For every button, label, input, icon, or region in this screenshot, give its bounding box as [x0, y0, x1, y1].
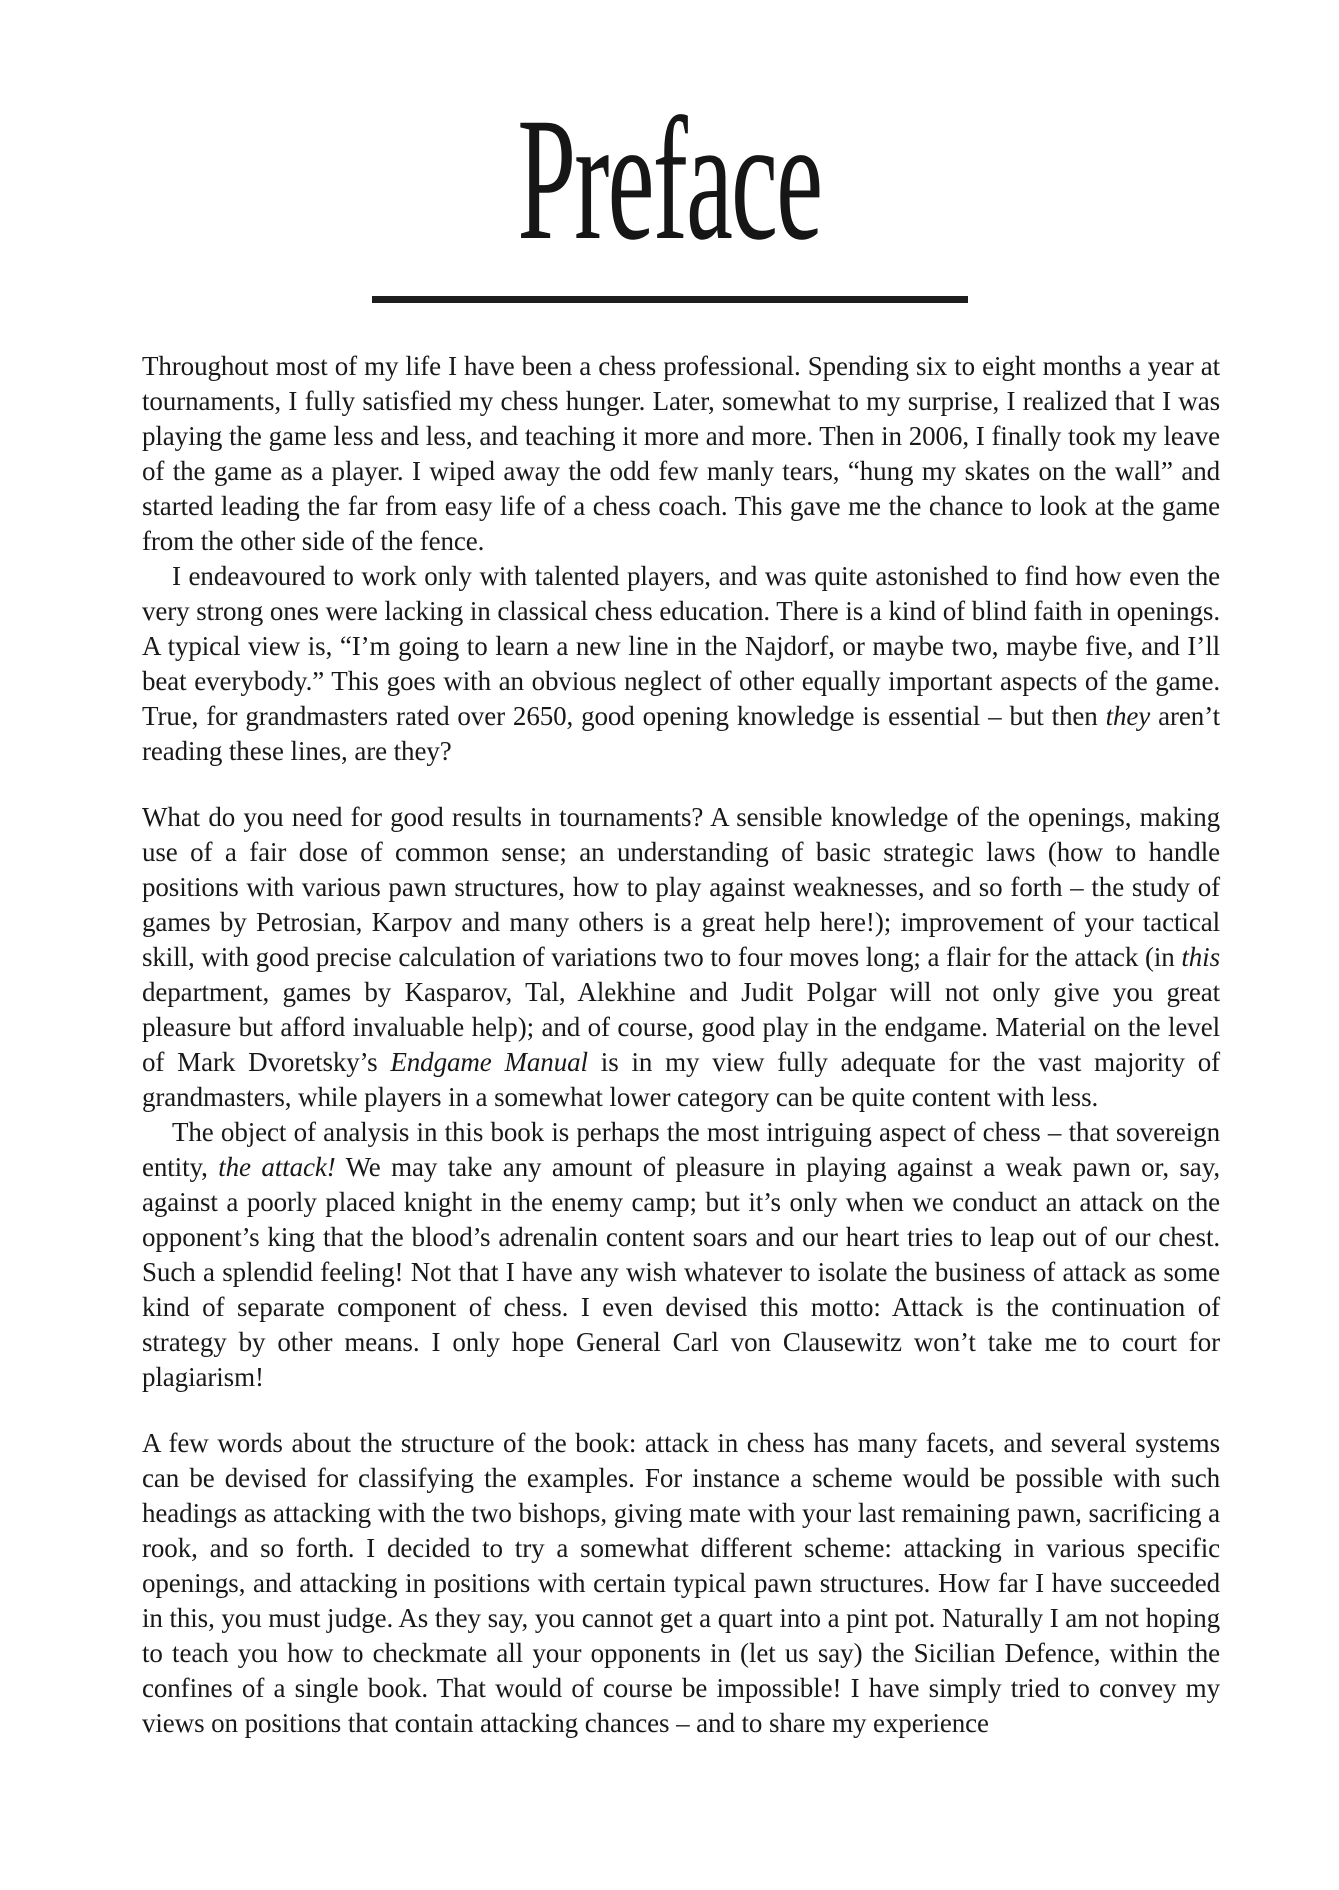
text-run: What do you need for good results in tournaments? A sensible knowledge of the openings, making use of a fair dose of common sense; an understanding of basic strategic laws (how to handle positions with various pawn structures, how to play against weaknesses, and so forth – the study of games by Petrosian, Karpov and many others is a great help here!); improvement of your tactical skill, with good precise calculation of variations two to four moves long; a flair for the attack (in — [142, 802, 1220, 972]
page-title — [0, 82, 1339, 277]
italic-text-run: Endgame Manual — [390, 1047, 588, 1077]
text-run: department, games by Kasparov, Tal, Alekhine and Judit Polgar will not only give you great pleasure but afford invaluable help); and of course, good play in the endgame. Material on the level of Mark Dvoretsky’s — [142, 977, 1220, 1077]
title-block — [0, 0, 1339, 277]
text-run: The object of analysis in this book is perhaps the most intriguing aspect of chess – that sovereign entity, — [142, 1117, 1220, 1182]
text-run: is in my view fully adequate for the vast majority of grandmasters, while players in a somewhat lower category can be quite content with less. — [142, 1047, 1221, 1112]
italic-text-run: they — [1105, 701, 1151, 731]
page-title-text: Preface — [517, 82, 822, 277]
text-run: I endeavoured to work only with talented players, and was quite astonished to find how even the very strong ones were lacking in classical chess education. There is a kind of blind faith in openings. A typical view is, “I’m going to learn a new line in the Najdorf, or maybe two, maybe five, and I’ll beat everybody.” This goes with an obvious neglect of other equally important aspects of the game. True, for grandmasters rated over 2650, good opening knowledge is essential – but then — [142, 561, 1220, 731]
text-run: A few words about the structure of the book: attack in chess has many facets, and several systems can be devised for classifying the examples. For instance a scheme would be possible with such headings as attacking with the two bishops, giving mate with your last remaining pawn, sacrificing a rook, and so forth. I decided to try a somewhat different scheme: attacking in various specific openings, and attacking in positions with certain typical pawn structures. How far I have succeeded in this, you must judge. As they say, you cannot get a quart into a pint pot. Naturally I am not hoping to teach you how to checkmate all your opponents in (let us say) the Sicilian Defence, within the confines of a single book. That would of course be impossible! I have simply tried to convey my views on positions that contain attacking chances – and to share my experience — [142, 1428, 1220, 1738]
text-run: We may take any amount of pleasure in playing against a weak pawn or, say, against a poorly placed knight in the enemy camp; but it’s only when we conduct an attack on the opponent’s king that the blood’s adrenalin content soars and our heart tries to leap out of our chest. Such a splendid feeling! Not that I have any wish whatever to isolate the business of attack as some kind of separate component of chess. I even devised this motto: Attack is the continuation of strategy by other means. I only hope General Carl von Clausewitz won’t take me to court for plagiarism! — [142, 1152, 1220, 1392]
preface-body — [142, 349, 1220, 1741]
paragraph — [142, 800, 1220, 1115]
italic-text-run: the attack! — [218, 1152, 336, 1182]
paragraph — [142, 349, 1220, 559]
text-run: aren’t reading these lines, are they? — [142, 701, 1221, 766]
paragraph — [142, 559, 1220, 769]
text-run: Throughout most of my life I have been a chess professional. Spending six to eight months a year at tournaments, I fully satisfied my chess hunger. Later, somewhat to my surprise, I realized that I was playing the game less and less, and teaching it more and more. Then in 2006, I finally took my leave of the game as a player. I wiped away the odd few manly tears, “hung my skates on the wall” and started leading the far from easy life of a chess coach. This gave me the chance to look at the game from the other side of the fence. — [142, 351, 1220, 556]
paragraph — [142, 1426, 1220, 1741]
italic-text-run: this — [1181, 942, 1220, 972]
paragraph — [142, 1115, 1220, 1395]
title-rule — [372, 296, 968, 303]
